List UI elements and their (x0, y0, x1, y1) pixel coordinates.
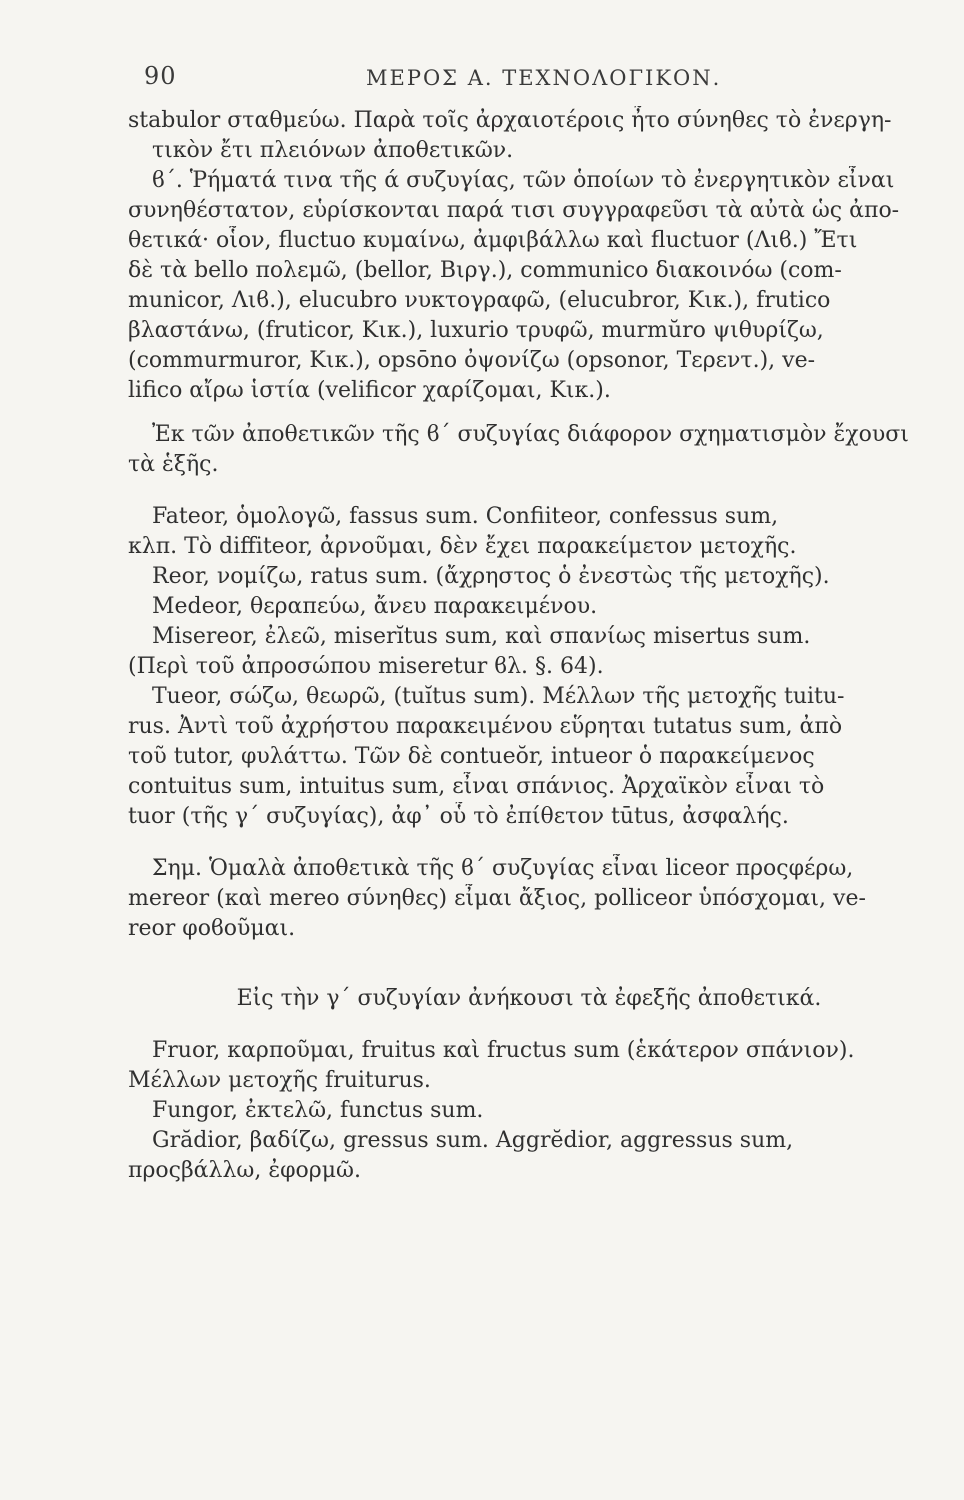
text-line: tuor (τῆς γ΄ συζυγίας), ἀφ᾿ οὗ τὸ ἐπίθετον tūtus, ἀσφαλής. (128, 804, 789, 829)
paragraph (128, 502, 910, 832)
text-line: contuitus sum, intuitus sum, εἶναι σπάνιος. Ἀρχαϊκὸν εἶναι τὸ (128, 774, 825, 799)
paragraph (128, 166, 910, 406)
text-line: (commurmuror, Κικ.), opsōno ὀψονίζω (opsonor, Τερεντ.), ve- (128, 348, 816, 373)
text-line: Medeor, θεραπεύω, ἄνευ παρακειμένου. (152, 594, 598, 619)
text-line: Fungor, ἐκτελῶ, functus sum. (152, 1098, 484, 1123)
text-line: (Περὶ τοῦ ἀπροσώπου miseretur ϐλ. §. 64). (128, 654, 604, 679)
page-header (140, 62, 840, 102)
paragraph (128, 1036, 910, 1186)
text-line: τοῦ tutor, φυλάττω. Τῶν δὲ contueŏr, intueor ὁ παρακείμενος (128, 744, 815, 769)
text-line: mereor (καὶ mereo σύνηθες) εἶμαι ἄξιος, polliceor ὑπόσχομαι, ve- (128, 886, 866, 911)
text-line: Grădior, βαδίζω, gressus sum. Aggrĕdior, aggressus sum, (152, 1128, 794, 1153)
text-line: προςβάλλω, ἐφορμῶ. (128, 1158, 361, 1183)
text-line: Tueor, σώζω, θεωρῶ, (tuĭtus sum). Μέλλων τῆς μετοχῆς tuitu- (152, 684, 845, 709)
text-line: θετικά· οἷον, fluctuo κυμαίνω, ἀμφιβάλλω καὶ fluctuor (Λιϐ.) Ἔτι (128, 228, 858, 253)
text-line: κλπ. Τὸ diffiteor, ἀρνοῦμαι, δὲν ἔχει παρακείμετον μετοχῆς. (128, 534, 797, 559)
paragraph (128, 106, 910, 166)
text-line: Εἰς τὴν γ΄ συζυγίαν ἀνήκουσι τὰ ἐφεξῆς ἀποθετικά. (236, 986, 822, 1011)
text-line: municor, Λιϐ.), elucubro νυκτογραφῶ, (elucubror, Κικ.), frutico (128, 288, 831, 313)
text-line: τὰ ἑξῆς. (128, 452, 219, 477)
text-line: Ἐκ τῶν ἀποθετικῶν τῆς ϐ΄ συζυγίας διάφορον σχηματισμὸν ἔχουσι (152, 422, 909, 447)
text-line: βλαστάνω, (fruticor, Κικ.), luxurio τρυφῶ, murmŭro ψιθυρίζω, (128, 318, 824, 343)
section-heading (128, 984, 910, 1014)
text-line: δὲ τὰ bello πολεμῶ, (bellor, Βιργ.), communico διακοινόω (com- (128, 258, 842, 283)
text-line: Fruor, καρποῦμαι, fruitus καὶ fructus sum (ἑκάτερον σπάνιον). (152, 1038, 855, 1063)
text-line: reor φοϐοῦμαι. (128, 916, 296, 941)
running-head: ΜΕΡΟΣ Α. ΤΕΧΝΟΛΟΓΙΚΟΝ. (366, 66, 722, 90)
text-line: Fateor, ὁμολογῶ, fassus sum. Confiiteor, confessus sum, (152, 504, 779, 529)
text-line: stabulor σταθμεύω. Παρὰ τοῖς ἀρχαιοτέροις ἦτο σύνηθες τὸ ἐνεργη- (128, 108, 892, 133)
text-line: Reor, νομίζω, ratus sum. (ἄχρηστος ὁ ἐνεστὼς τῆς μετοχῆς). (152, 564, 830, 589)
text-line: rus. Ἀντὶ τοῦ ἀχρήστου παρακειμένου εὕρηται tutatus sum, ἀπὸ (128, 714, 843, 739)
text-line: ϐ΄. Ῥήματά τινα τῆς ά συζυγίας, τῶν ὁποίων τὸ ἐνεργητικὸν εἶναι (152, 168, 895, 193)
text-line: Misereor, ἐλεῶ, miserĭtus sum, καὶ σπανίως misertus sum. (152, 624, 811, 649)
text-line: τικὸν ἔτι πλειόνων ἀποθετικῶν. (152, 138, 514, 163)
text-line: lifico αἴρω ἱστία (velificor χαρίζομαι, Κικ.). (128, 378, 611, 403)
body-text (128, 106, 910, 1186)
paragraph (128, 420, 910, 480)
text-line: Σημ. Ὁμαλὰ ἀποθετικὰ τῆς ϐ΄ συζυγίας εἶναι liceor προςφέρω, (152, 856, 854, 881)
text-line: συνηθέστατον, εὑρίσκονται παρά τισι συγγραφεῦσι τὰ αὐτὰ ὡς ἀπο- (128, 198, 900, 223)
text-line: Μέλλων μετοχῆς fruiturus. (128, 1068, 431, 1093)
note-paragraph (128, 854, 910, 944)
page-number: 90 (144, 62, 177, 90)
